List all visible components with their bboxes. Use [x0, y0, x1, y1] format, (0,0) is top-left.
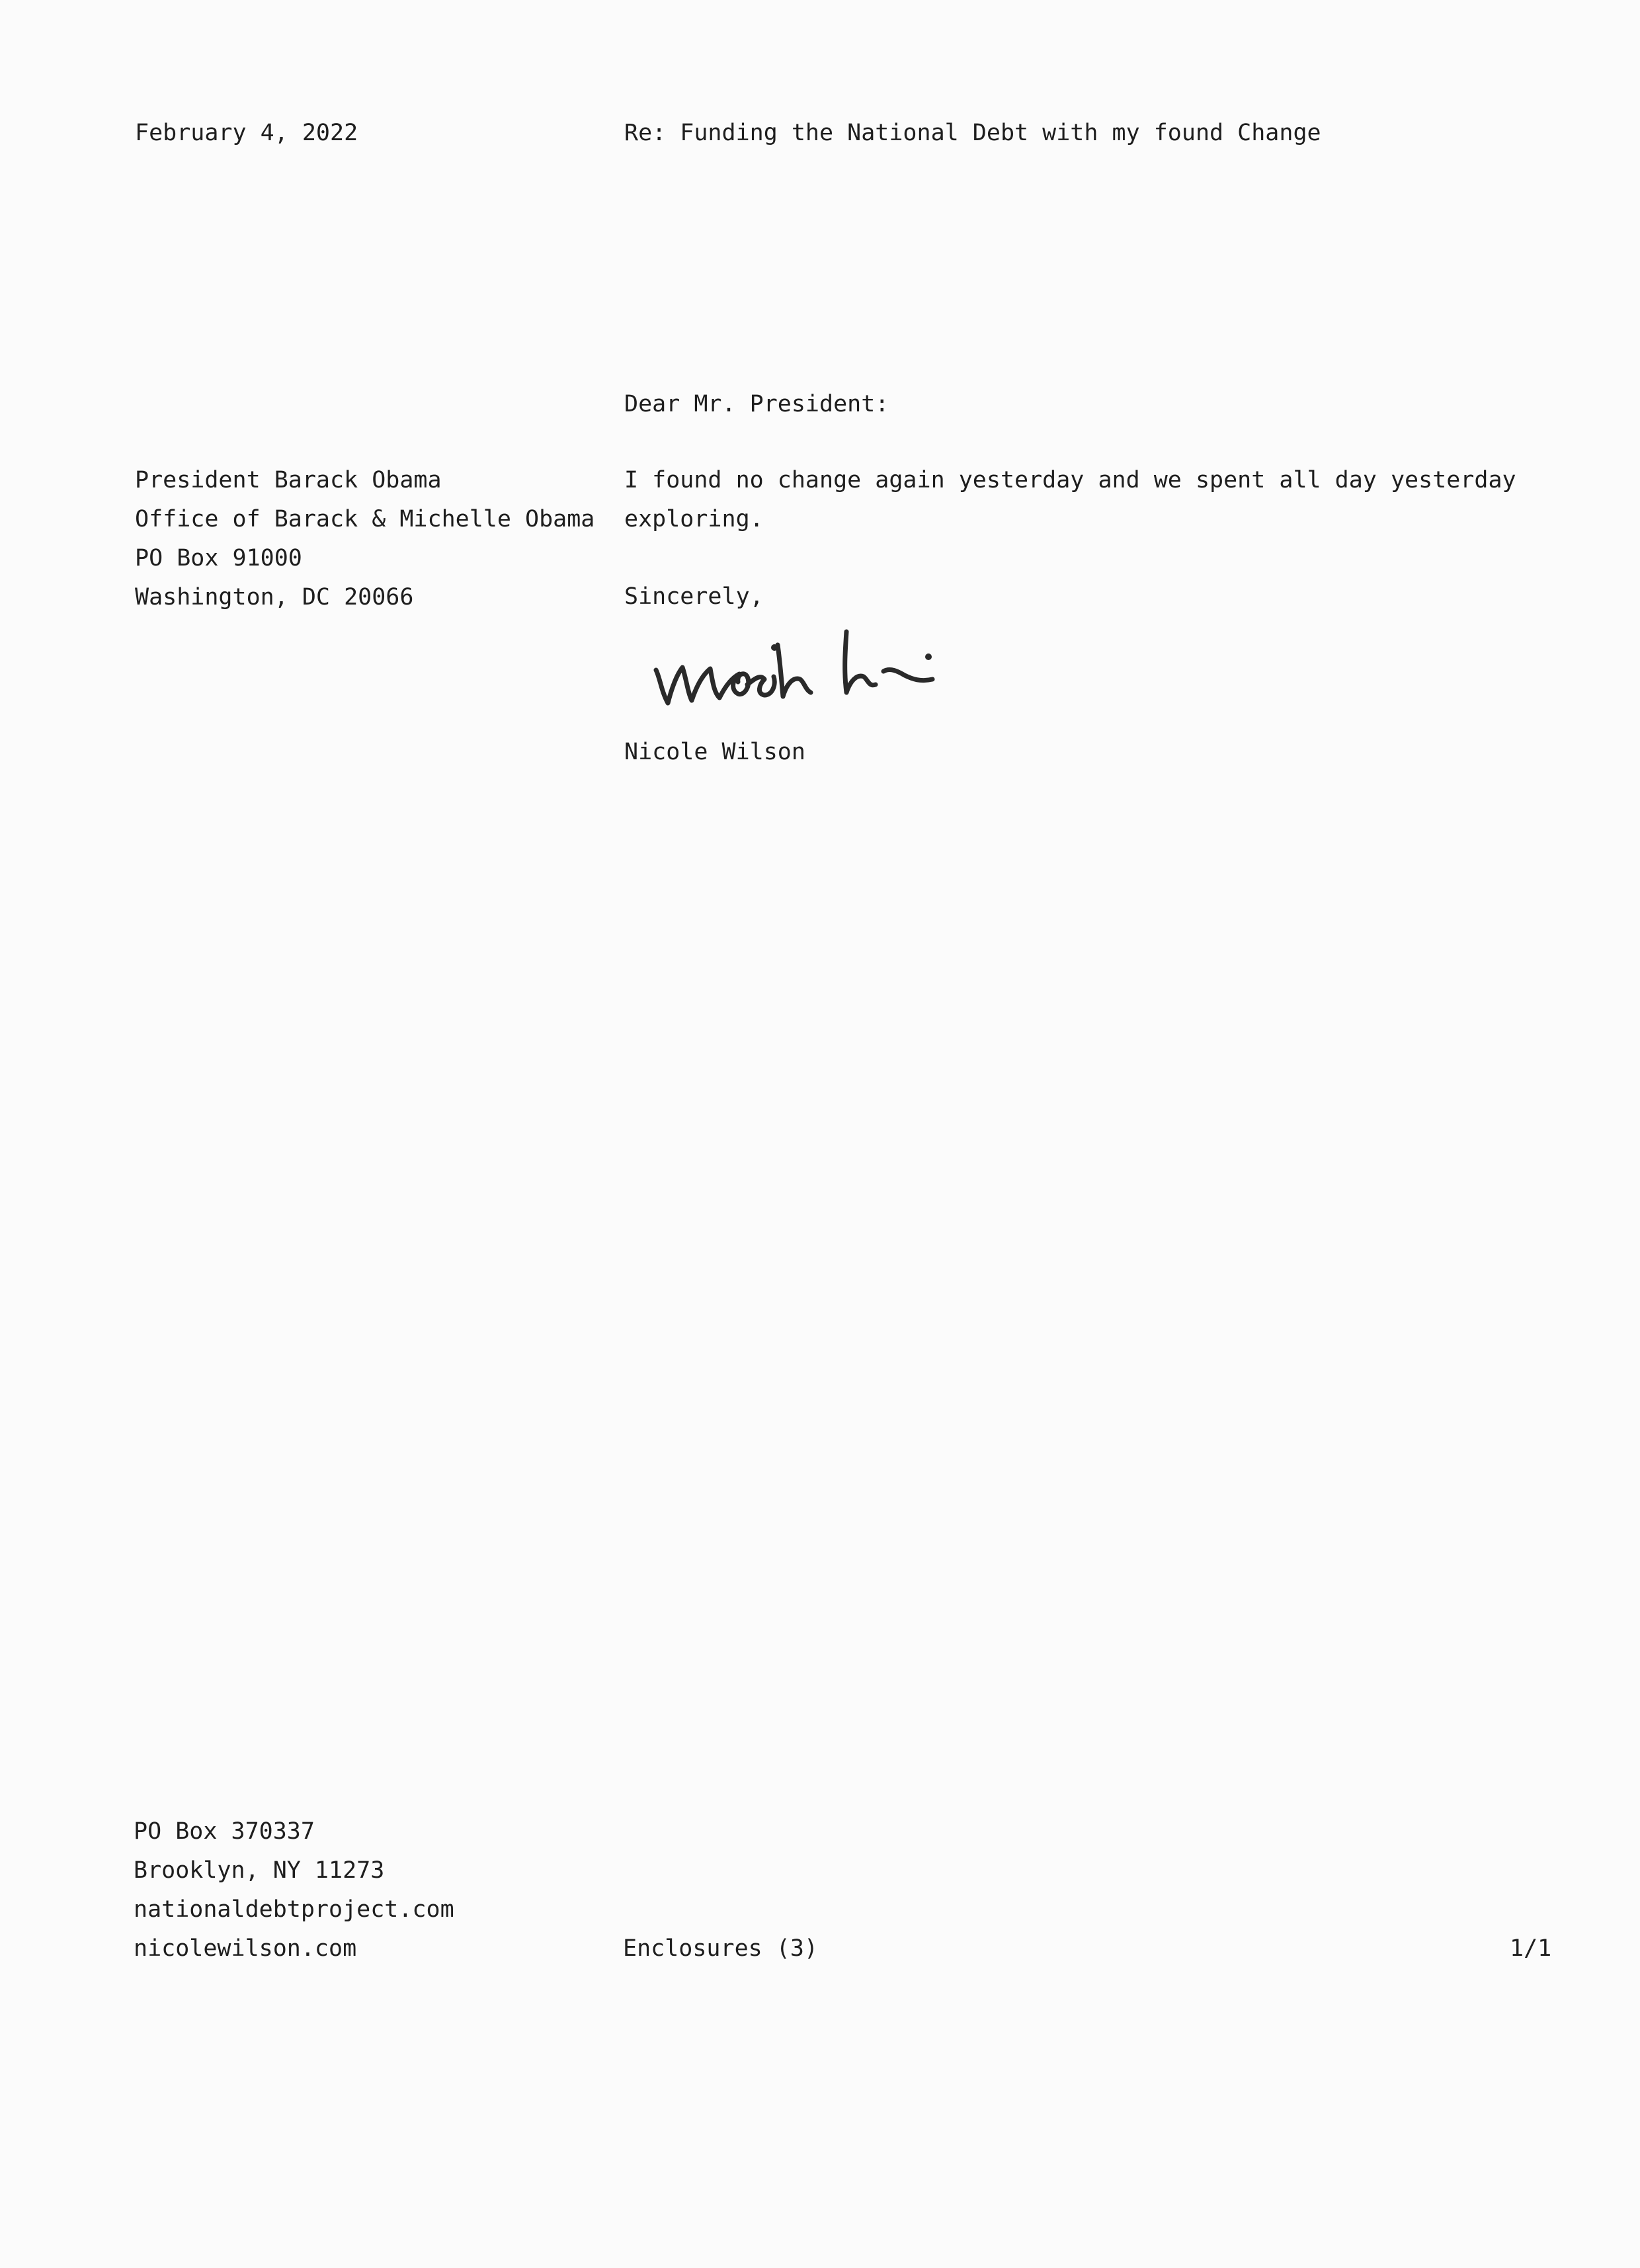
letter-body — [624, 461, 1516, 539]
recipient-name: President Barack Obama — [135, 467, 442, 493]
recipient-address — [135, 461, 594, 617]
enclosures-note: Enclosures (3) — [623, 1935, 819, 1962]
letter-date: February 4, 2022 — [135, 120, 358, 146]
sender-address — [134, 1812, 454, 1968]
sender-website-link: nationaldebtproject.com — [134, 1896, 454, 1923]
letter-subject: Re: Funding the National Debt with my found Change — [624, 120, 1321, 146]
signer-name: Nicole Wilson — [624, 739, 805, 765]
recipient-city: Washington, DC 20066 — [135, 584, 414, 610]
sender-po-box: PO Box 370337 — [134, 1818, 315, 1845]
body-line: I found no change again yesterday and we spent all day yesterday — [624, 467, 1516, 493]
body-line: exploring. — [624, 506, 764, 532]
sender-city: Brooklyn, NY 11273 — [134, 1857, 385, 1884]
recipient-office: Office of Barack & Michelle Obama — [135, 506, 595, 532]
recipient-po-box: PO Box 91000 — [135, 545, 302, 571]
page-number: 1/1 — [1510, 1935, 1552, 1962]
sender-personal-website-link: nicolewilson.com — [134, 1935, 357, 1962]
signature-image — [648, 618, 1005, 714]
salutation: Dear Mr. President: — [624, 391, 889, 417]
closing: Sincerely, — [624, 583, 764, 610]
